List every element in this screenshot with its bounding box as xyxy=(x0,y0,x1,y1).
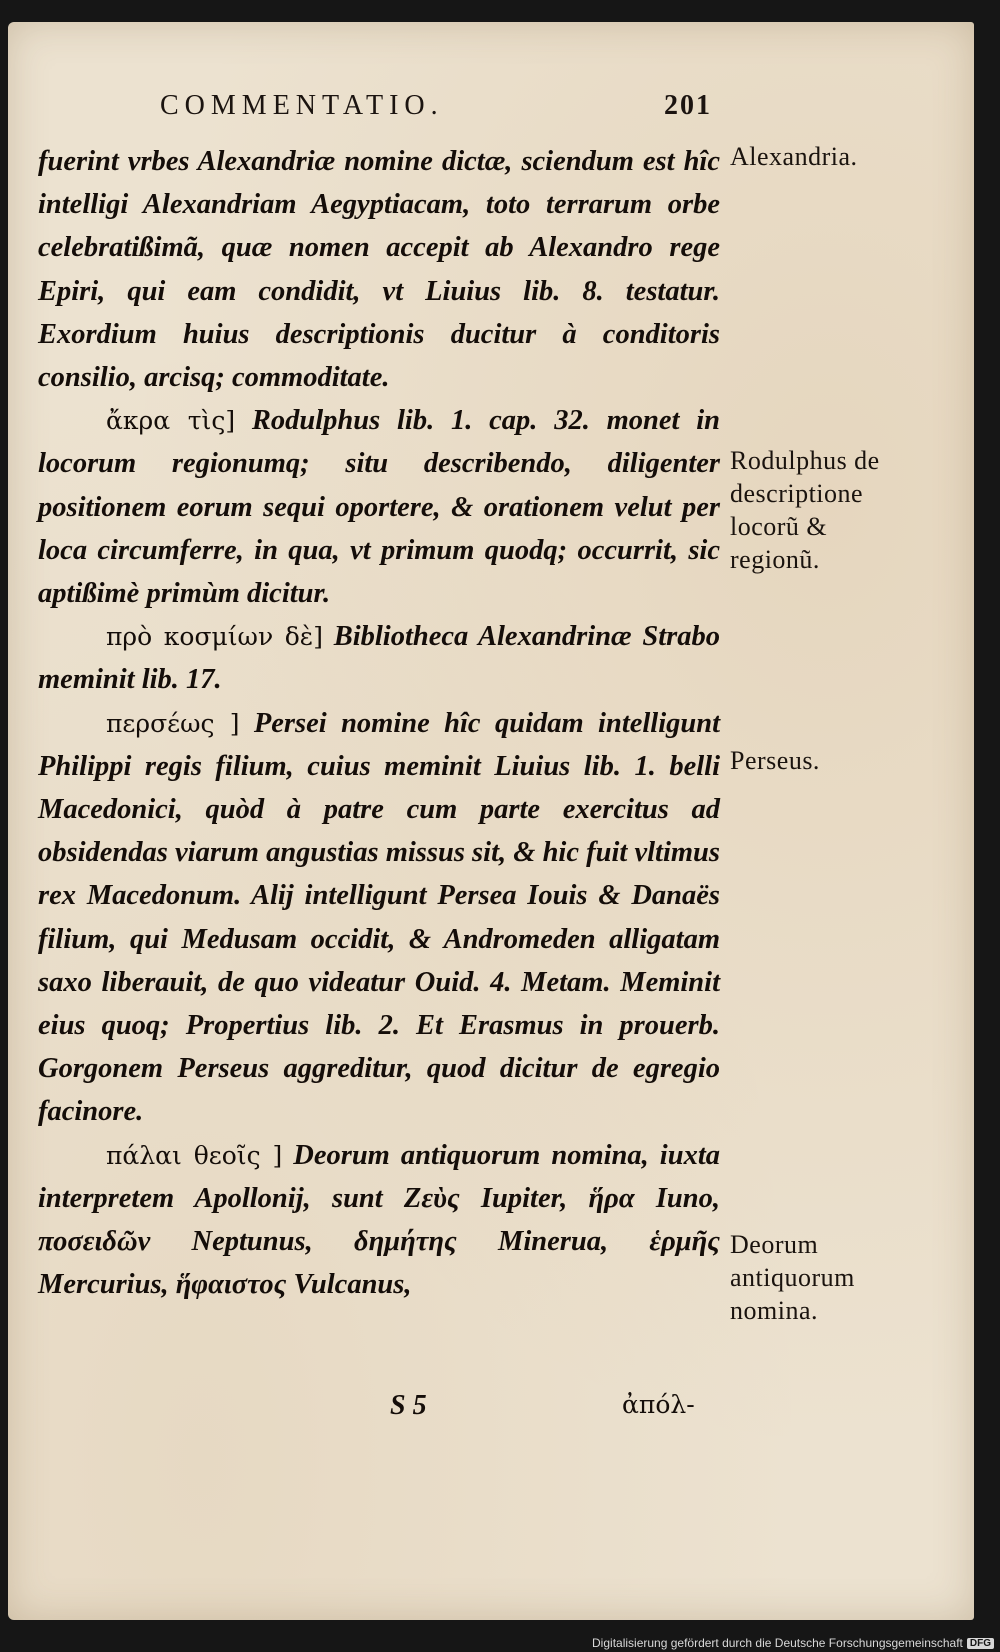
margin-note-perseus: Perseus. xyxy=(730,746,820,775)
catchword: ἀπόλ- xyxy=(622,1390,695,1419)
greek-lemma: πάλαι θεοῖς ] xyxy=(106,1140,283,1170)
margin-note-alexandria: Alexandria. xyxy=(730,142,858,171)
paragraph-rodulphus xyxy=(38,399,720,615)
paragraph-text: Rodulphus lib. 1. cap. 32. monet in locorum regionumq; situ describendo, diligenter positionem eorum sequi oportere, & orationem velut per loca circumferre, in qua, vt primum quodq; occurrit, sic aptißimè primùm dicitur. xyxy=(38,405,721,610)
paragraph-alexandria: fuerint vrbes Alexandriæ nomine dictæ, sciendum est hîc intelligi Alexandriam Aegyptiacam, toto terrarum orbe celebratißimã, quæ nomen accepit ab Alexandro rege Epiri, qui eam condidit, vt Liuius lib. 8. testatur. Exordium huius descriptionis ducitur à conditoris consilio, arcisq; commoditate. xyxy=(38,146,720,394)
margin-note-rodulphus: Rodulphus de descriptione locorũ & regionũ. xyxy=(730,446,880,574)
dfg-logo: DFG xyxy=(967,1638,994,1649)
digitization-credit xyxy=(592,1636,994,1650)
paragraph-text: Deorum antiquorum nomina, iuxta interpretem Apollonij, sunt Ζεὺς Iupiter, ἥρα Iuno, ποσειδῶν Neptunus, δημήτης Minerua, ἑρμῆς Mercurius, ἥφαιστος Vulcanus, xyxy=(38,1139,720,1301)
main-text xyxy=(38,140,720,1306)
paragraph-text: Persei nomine hîc quidam intelligunt Philippi regis filium, cuius meminit Liuius lib. 1. belli Macedonici, quòd à patre cum parte exercitus ad obsidendas viarum angustias missus sit, & hic fuit vltimus rex Macedonum. Alij intelligunt Persea Iouis & Danaës filium, qui Medusam occidit, & Andromeden alligatam saxo liberauit, de quo videatur Ouid. 4. Metam. Meminit eius quoq; Propertius lib. 2. Et Erasmus in prouerb. Gorgonem Perseus aggreditur, quod dicitur de egregio facinore. xyxy=(38,707,721,1128)
margin-note-deorum: Deorum antiquorum nomina. xyxy=(730,1230,855,1325)
paragraph-text: Bibliotheca Alexandrinæ Strabo meminit lib. 17. xyxy=(38,621,720,696)
signature-mark: S 5 xyxy=(390,1390,427,1421)
running-title: COMMENTATIO. xyxy=(160,90,444,121)
greek-lemma: ἄκρα τὶς] xyxy=(106,406,236,436)
paragraph-deorum xyxy=(38,1134,720,1307)
paragraph-bibliotheca xyxy=(38,615,720,701)
greek-lemma: περσέως ] xyxy=(106,708,240,738)
credit-text: Digitalisierung gefördert durch die Deutsche Forschungsgemeinschaft xyxy=(592,1636,963,1650)
paragraph-perseus xyxy=(38,702,720,1134)
page-number: 201 xyxy=(664,90,712,121)
greek-lemma: πρὸ κοσμίων δὲ] xyxy=(106,622,323,652)
